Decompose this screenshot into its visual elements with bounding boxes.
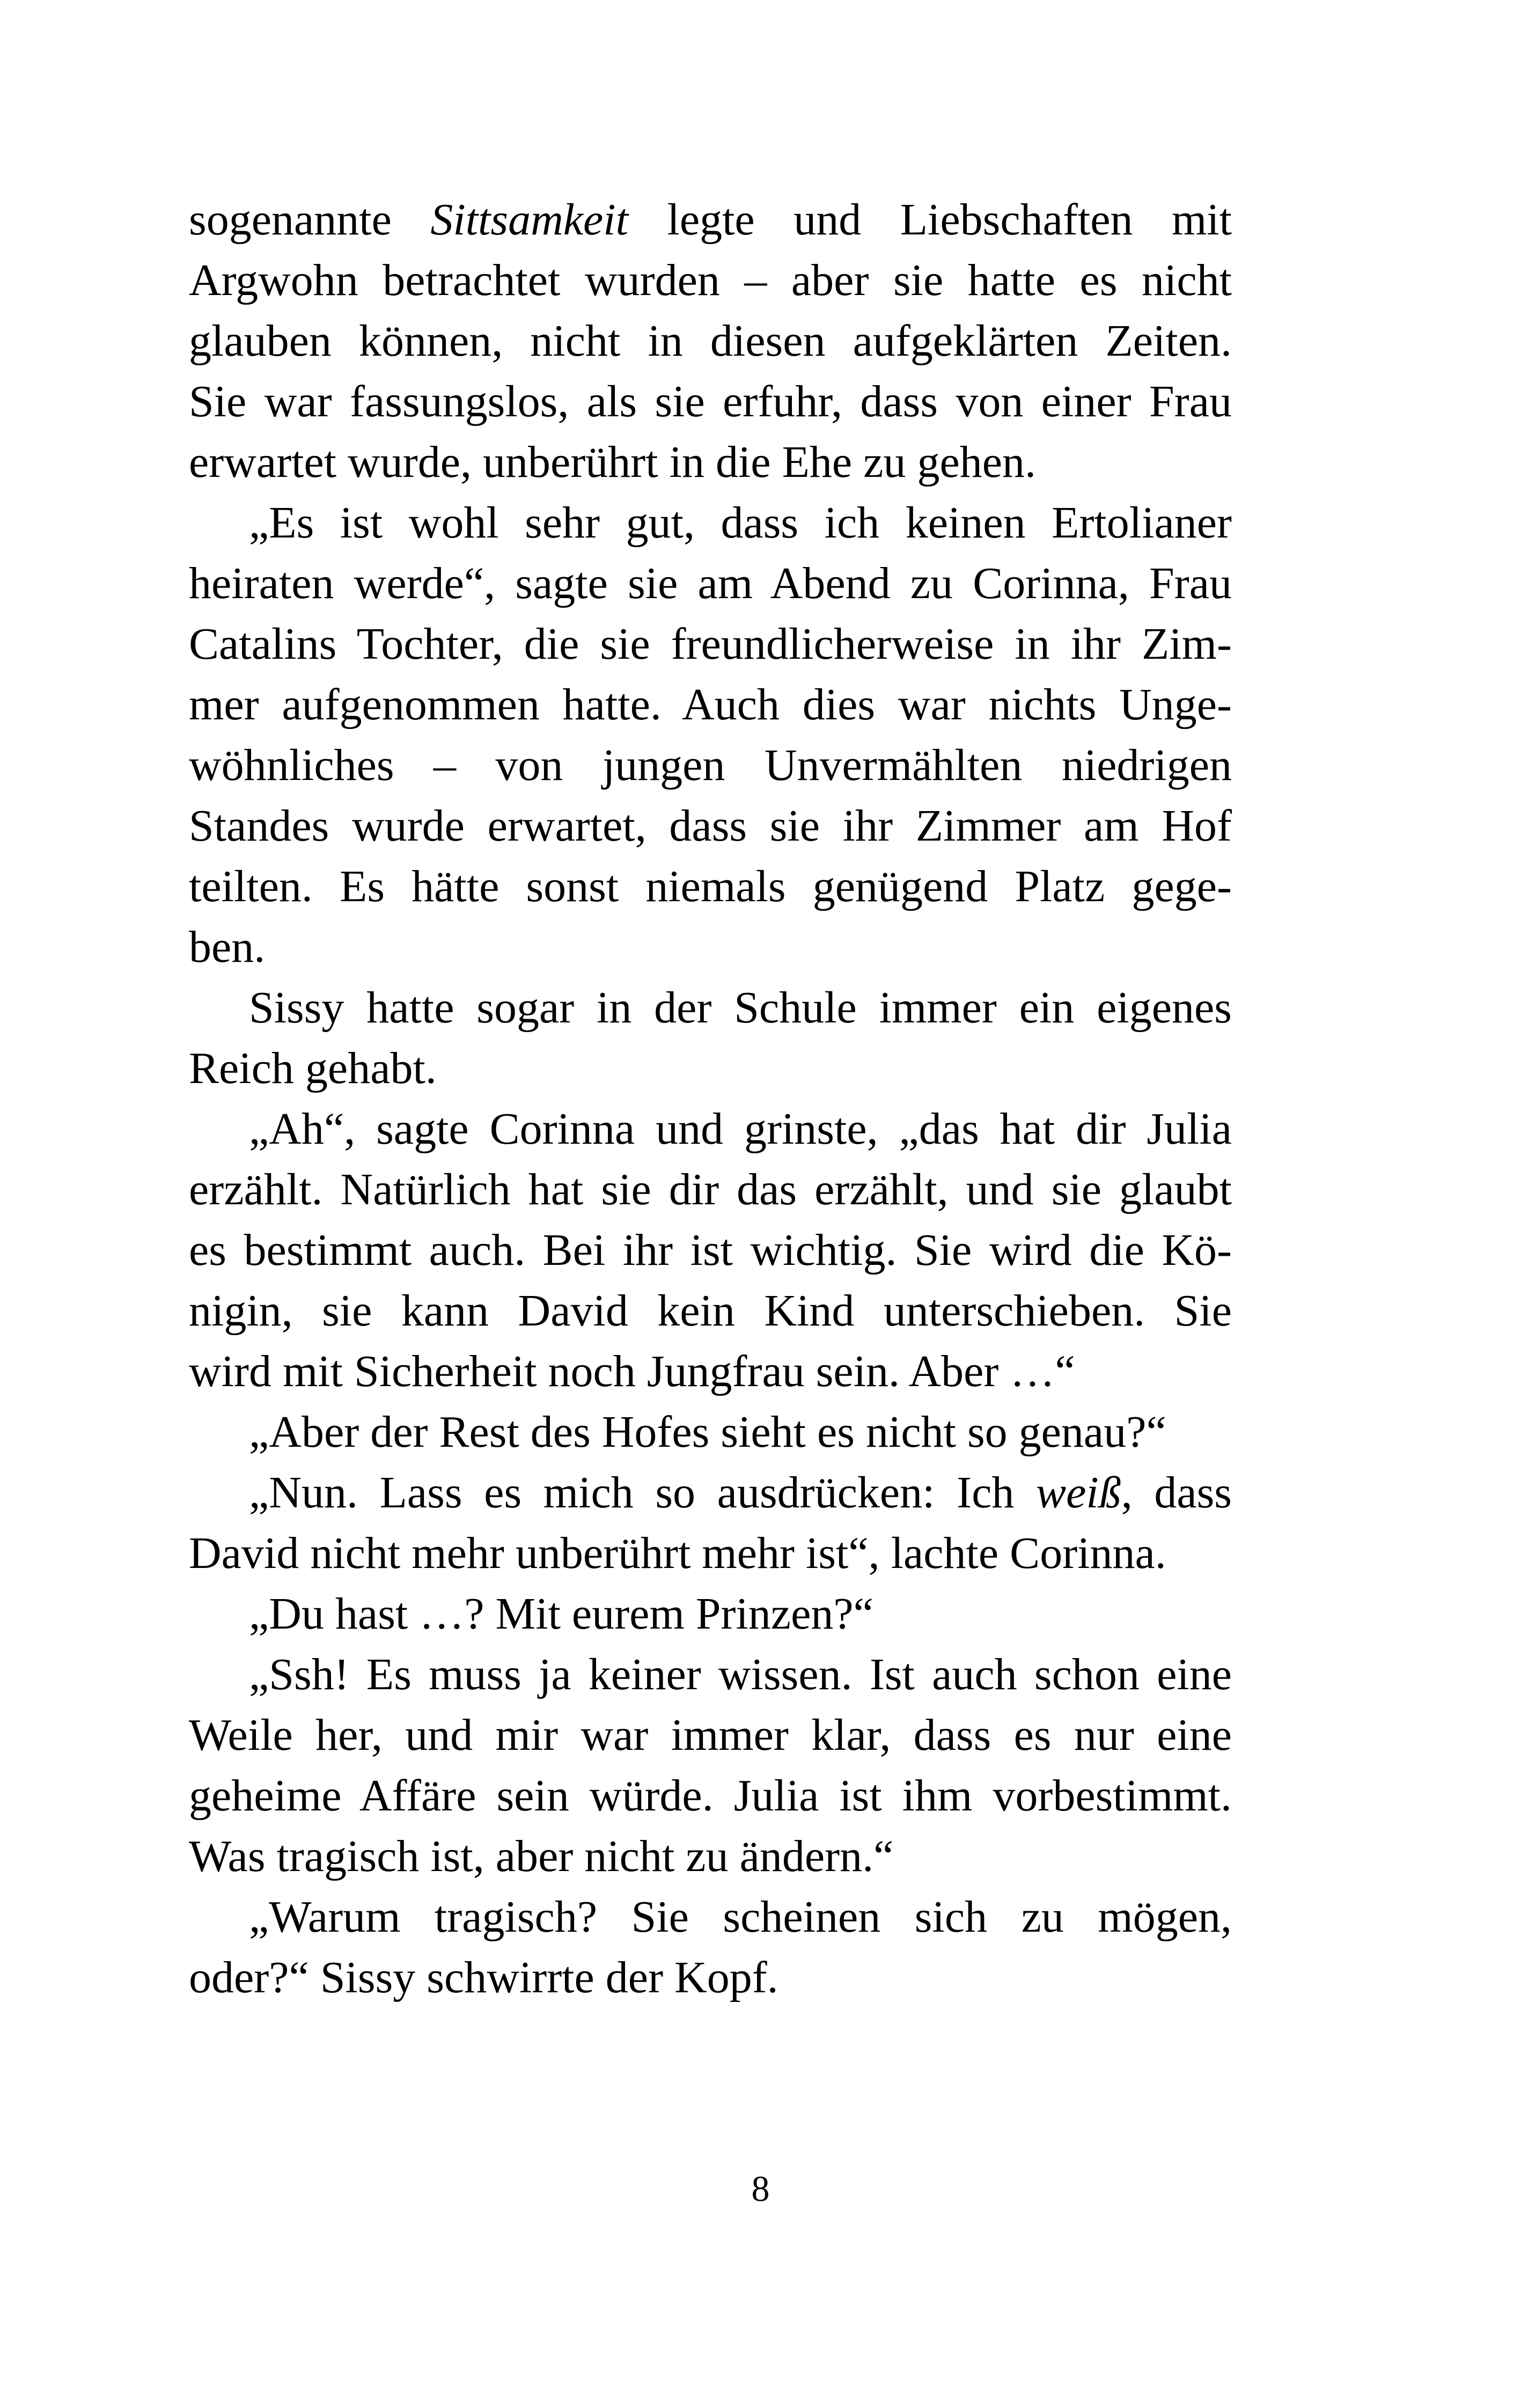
text-line: ben. bbox=[189, 922, 266, 972]
text-line: geheime Affäre sein würde. Julia ist ihm vorbestimmt. bbox=[189, 1771, 1232, 1821]
text-line: „Warum tragisch? Sie scheinen sich zu mögen, bbox=[249, 1892, 1232, 1942]
text-line: teilten. Es hätte sonst niemals genügend Platz gege- bbox=[189, 861, 1232, 911]
text-line: glauben können, nicht in diesen aufgeklärten Zeiten. bbox=[189, 316, 1232, 366]
text-line: „Es ist wohl sehr gut, dass ich keinen Ertolianer bbox=[249, 498, 1232, 548]
text-line: Sissy hatte sogar in der Schule immer ein eigenes bbox=[249, 983, 1232, 1033]
text-line: wird mit Sicherheit noch Jungfrau sein. Aber …“ bbox=[189, 1346, 1075, 1396]
text-line: sogenannte Sittsamkeit legte und Liebschaften mit bbox=[189, 195, 1232, 245]
body-text bbox=[189, 189, 1232, 2008]
text-line: erwartet wurde, unberührt in die Ehe zu gehen. bbox=[189, 437, 1037, 487]
text-line: Sie war fassungslos, als sie erfuhr, dass von einer Frau bbox=[189, 377, 1232, 426]
text-line: Reich gehabt. bbox=[189, 1043, 437, 1093]
text-line: „Nun. Lass es mich so ausdrücken: Ich weiß, dass bbox=[249, 1468, 1232, 1518]
text-line: „Ah“, sagte Corinna und grinste, „das hat dir Julia bbox=[249, 1104, 1232, 1154]
text-line: heiraten werde“, sagte sie am Abend zu Corinna, Frau bbox=[189, 558, 1232, 608]
text-line: Catalins Tochter, die sie freundlicherweise in ihr Zim- bbox=[189, 619, 1232, 669]
page-number: 8 bbox=[751, 2168, 770, 2209]
emphasis: weiß bbox=[1036, 1468, 1121, 1518]
text-line: „Du hast …? Mit eurem Prinzen?“ bbox=[249, 1589, 873, 1639]
text-line: David nicht mehr unberührt mehr ist“, lachte Corinna. bbox=[189, 1528, 1166, 1578]
text-line: Was tragisch ist, aber nicht zu ändern.“ bbox=[189, 1831, 894, 1881]
text-line: wöhnliches – von jungen Unvermählten niedrigen bbox=[189, 740, 1232, 790]
text-line: „Aber der Rest des Hofes sieht es nicht so genau?“ bbox=[249, 1407, 1166, 1457]
text-line: oder?“ Sissy schwirrte der Kopf. bbox=[189, 1953, 778, 2002]
text-line: es bestimmt auch. Bei ihr ist wichtig. Sie wird die Kö- bbox=[189, 1225, 1232, 1275]
text-line: Argwohn betrachtet wurden – aber sie hatte es nicht bbox=[189, 255, 1232, 305]
text-line: erzählt. Natürlich hat sie dir das erzählt, und sie glaubt bbox=[189, 1165, 1232, 1214]
text-line: Standes wurde erwartet, dass sie ihr Zimmer am Hof bbox=[189, 801, 1232, 851]
emphasis: Sittsamkeit bbox=[430, 195, 628, 245]
text-line: nigin, sie kann David kein Kind unterschieben. Sie bbox=[189, 1286, 1232, 1336]
text-line: „Ssh! Es muss ja keiner wissen. Ist auch schon eine bbox=[249, 1649, 1232, 1699]
text-line: Weile her, und mir war immer klar, dass es nur eine bbox=[189, 1710, 1232, 1760]
text-line: mer aufgenommen hatte. Auch dies war nichts Unge- bbox=[189, 680, 1232, 730]
